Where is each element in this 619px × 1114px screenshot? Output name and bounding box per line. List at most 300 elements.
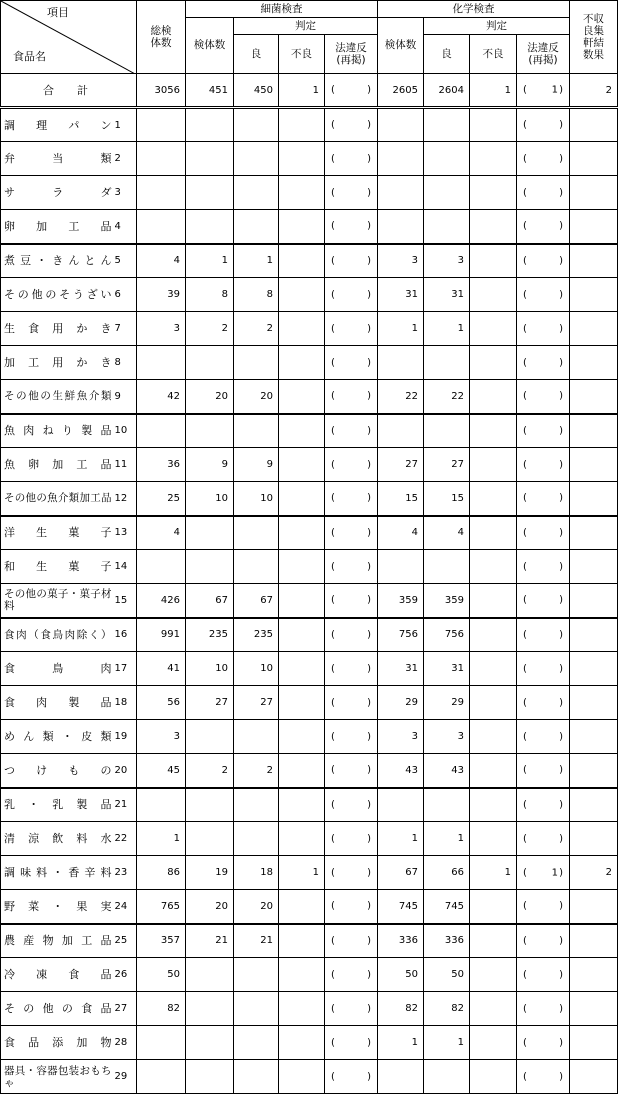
table-row [1,754,618,788]
value-cell-bb [279,924,325,958]
food-name: めん類・皮類 [4,730,112,743]
bacteria-violation-cell [325,992,378,1026]
value-cell-bg [234,414,279,448]
value-cell-u [570,210,618,244]
paren-open: ( [331,764,335,776]
paren-close: ) [559,900,563,912]
value-cell-u [570,992,618,1026]
food-name: その他の生鮮魚介類 [4,390,112,403]
row-number: 11 [113,448,137,482]
paren-open: ( [331,1003,335,1014]
value-cell-bg: 2 [234,312,279,346]
row-number: 26 [113,958,137,992]
value-cell-u [570,414,618,448]
total-total: 3056 [137,74,186,108]
paren-close: ) [559,731,563,742]
table-row [1,1060,618,1094]
chemical-violation-header [517,35,570,74]
value-cell-cg: 22 [424,380,470,414]
paren-open: ( [523,255,527,267]
corner-bottom-label: 食品名 [13,50,46,63]
paren-close: ) [559,1003,563,1014]
value-cell-cs [378,210,424,244]
chemical-violation-cell [517,244,570,278]
food-name: 農産物加工品 [4,934,112,948]
value-cell-bb [279,584,325,618]
value-cell-u [570,1060,618,1094]
value-cell-bg: 27 [234,686,279,720]
bacteria-violation-cell [325,550,378,584]
row-number: 6 [113,278,137,312]
value-cell-u [570,142,618,176]
chemical-violation-cell [517,822,570,856]
paren-open: ( [331,629,335,641]
value-cell-bg [234,822,279,856]
paren-open: ( [523,220,527,232]
value-cell-cs [378,550,424,584]
value-cell-u [570,754,618,788]
food-name: 乳・乳製品 [4,798,112,812]
value-cell-u [570,380,618,414]
value-cell-cg [424,414,470,448]
paren-close: ) [559,1071,563,1082]
paren-close: ) [367,255,371,267]
food-name-cell [1,312,113,346]
row-number: 12 [113,482,137,516]
total-samples-header [137,1,186,74]
value-cell-total [137,414,186,448]
total-c-bad: 1 [470,74,517,108]
value-cell-bs [186,992,234,1026]
violation-value: 1 [551,867,558,878]
row-number: 16 [113,618,137,652]
bacteria-violation-cell [325,1026,378,1060]
total-label: 合 計 [1,74,137,108]
value-cell-bg [234,346,279,380]
value-cell-total: 36 [137,448,186,482]
total-uncollected: 2 [570,74,618,108]
value-cell-cg: 745 [424,890,470,924]
food-name-cell [1,516,113,550]
chemical-good-header: 良 [424,35,470,74]
value-cell-u [570,652,618,686]
value-cell-bb [279,822,325,856]
paren-close: ) [559,492,563,504]
value-cell-u [570,550,618,584]
value-cell-cs: 1 [378,822,424,856]
table-row [1,992,618,1026]
value-cell-bg: 21 [234,924,279,958]
bacteria-group-header: 細菌検査 [186,1,378,18]
paren-close: ) [367,561,371,572]
table-row [1,924,618,958]
value-cell-cb [470,686,517,720]
bacteria-violation-cell [325,788,378,822]
value-cell-cb [470,924,517,958]
chemical-judgement-header: 判定 [424,18,570,35]
paren-open: ( [331,731,335,742]
table-row [1,108,618,142]
paren-open: ( [331,187,335,198]
paren-open: ( [331,357,335,368]
value-cell-cb [470,584,517,618]
food-name: 弁当類 [4,152,112,165]
value-cell-bs [186,958,234,992]
paren-close: ) [367,594,371,606]
chemical-violation-cell [517,618,570,652]
value-cell-bb [279,278,325,312]
table-row [1,652,618,686]
value-cell-bs: 19 [186,856,234,890]
value-cell-bb [279,482,325,516]
value-cell-u [570,278,618,312]
paren-open: ( [523,799,527,811]
paren-open: ( [523,84,527,96]
bacteria-violation-cell [325,108,378,142]
chemical-violation-line-1: 法違反 [527,42,559,54]
row-number: 22 [113,822,137,856]
bacteria-violation-header [325,35,378,74]
paren-open: ( [523,1071,527,1082]
value-cell-total: 56 [137,686,186,720]
row-number: 18 [113,686,137,720]
paren-close: ) [559,459,563,470]
paren-close: ) [559,935,563,947]
table-row [1,618,618,652]
food-name: 調味料・香辛料 [4,866,112,879]
row-number: 3 [113,176,137,210]
food-name-cell [1,720,113,754]
value-cell-cs: 336 [378,924,424,958]
value-cell-cb: 1 [470,856,517,890]
paren-open: ( [523,629,527,641]
value-cell-bb [279,686,325,720]
chemical-violation-cell [517,992,570,1026]
value-cell-u [570,448,618,482]
value-cell-u [570,346,618,380]
value-cell-bg: 10 [234,482,279,516]
paren-open: ( [523,833,527,844]
paren-open: ( [523,153,527,164]
paren-close: ) [559,187,563,198]
value-cell-bg: 20 [234,380,279,414]
paren-open: ( [523,935,527,947]
value-cell-cg: 1 [424,822,470,856]
food-name: 和生菓子 [4,560,112,573]
total-c-violation [517,74,570,108]
value-cell-bb [279,108,325,142]
value-cell-bb [279,618,325,652]
table-row [1,244,618,278]
bacteria-violation-cell [325,856,378,890]
value-cell-cg: 3 [424,244,470,278]
value-cell-cb [470,108,517,142]
chemical-violation-cell [517,686,570,720]
value-cell-bg: 2 [234,754,279,788]
bacteria-bad-header: 不良 [279,35,325,74]
value-cell-bs: 10 [186,482,234,516]
paren-close: ) [367,1037,371,1048]
value-cell-total: 82 [137,992,186,1026]
chemical-violation-cell [517,142,570,176]
food-name-cell [1,550,113,584]
value-cell-cb [470,1026,517,1060]
value-cell-cb [470,754,517,788]
value-cell-cs: 1 [378,1026,424,1060]
bacteria-violation-cell [325,448,378,482]
food-name: 清涼飲料水 [4,832,112,845]
paren-open: ( [523,323,527,334]
row-number: 23 [113,856,137,890]
row-number: 10 [113,414,137,448]
value-cell-bs: 8 [186,278,234,312]
value-cell-cs: 82 [378,992,424,1026]
value-cell-total [137,788,186,822]
row-number: 24 [113,890,137,924]
value-cell-total: 4 [137,516,186,550]
value-cell-cs: 67 [378,856,424,890]
value-cell-cb [470,652,517,686]
bacteria-violation-cell [325,142,378,176]
bacteria-violation-cell [325,890,378,924]
food-name-cell [1,414,113,448]
value-cell-bb [279,1026,325,1060]
table-row [1,1026,618,1060]
value-cell-total: 45 [137,754,186,788]
table-row [1,210,618,244]
chemical-violation-cell [517,856,570,890]
value-cell-cg: 1 [424,1026,470,1060]
chemical-violation-cell [517,754,570,788]
paren-open: ( [523,289,527,300]
value-cell-bb [279,448,325,482]
paren-close: ) [367,764,371,776]
paren-open: ( [331,153,335,164]
value-cell-bg: 20 [234,890,279,924]
food-name-cell [1,448,113,482]
paren-open: ( [523,731,527,742]
row-number: 19 [113,720,137,754]
paren-open: ( [331,459,335,470]
table-row [1,482,618,516]
bacteria-violation-line-2: (再掲) [336,54,366,66]
paren-close: ) [367,833,371,844]
value-cell-total [137,1060,186,1094]
food-name-cell [1,1060,113,1094]
food-name: 洋生菓子 [4,526,112,540]
value-cell-cb [470,346,517,380]
paren-open: ( [331,799,335,811]
food-name: 食鳥肉 [4,662,112,675]
paren-close: ) [367,663,371,674]
value-cell-bs [186,142,234,176]
food-name-cell [1,482,113,516]
chemical-violation-cell [517,108,570,142]
paren-close: ) [367,697,371,708]
value-cell-bg: 67 [234,584,279,618]
chemical-violation-cell [517,176,570,210]
bacteria-violation-cell [325,482,378,516]
value-cell-cg [424,346,470,380]
chemical-violation-cell [517,414,570,448]
value-cell-cs: 29 [378,686,424,720]
paren-open: ( [331,935,335,947]
value-cell-total: 357 [137,924,186,958]
value-cell-cb [470,380,517,414]
value-cell-bb [279,550,325,584]
chemical-violation-cell [517,448,570,482]
value-cell-total [137,1026,186,1060]
food-name-cell [1,618,113,652]
value-cell-cb [470,822,517,856]
value-cell-u [570,822,618,856]
paren-open: ( [523,119,527,131]
value-cell-cg: 27 [424,448,470,482]
chemical-violation-cell [517,720,570,754]
paren-open: ( [523,1037,527,1048]
value-cell-bb [279,516,325,550]
value-cell-bg [234,720,279,754]
value-cell-cb [470,176,517,210]
table-row [1,856,618,890]
row-number: 9 [113,380,137,414]
paren-open: ( [331,867,335,878]
value-cell-cb [470,788,517,822]
paren-close: ) [367,84,371,96]
bacteria-violation-cell [325,414,378,448]
value-cell-cs [378,108,424,142]
value-cell-total [137,550,186,584]
paren-close: ) [367,900,371,912]
food-name: 冷凍食品 [4,968,112,981]
food-name-cell [1,652,113,686]
table-row [1,380,618,414]
value-cell-bg: 8 [234,278,279,312]
total-samples-label: 総検体数 [150,25,172,49]
value-cell-bb [279,380,325,414]
paren-close: ) [367,1003,371,1014]
paren-open: ( [523,900,527,912]
paren-close: ) [559,594,563,606]
food-name-cell [1,788,113,822]
bacteria-violation-cell [325,312,378,346]
value-cell-u [570,618,618,652]
total-c-good: 2604 [424,74,470,108]
value-cell-bb [279,652,325,686]
paren-open: ( [331,663,335,674]
chemical-violation-cell [517,1060,570,1094]
value-cell-cs: 3 [378,720,424,754]
chemical-samples-header: 検体数 [378,18,424,74]
value-cell-bg [234,550,279,584]
food-name: その他の菓子・菓子材料 [4,588,112,613]
value-cell-cg [424,108,470,142]
value-cell-bb [279,312,325,346]
total-b-violation [325,74,378,108]
value-cell-u [570,108,618,142]
total-c-viol-value: 1 [551,84,558,96]
paren-open: ( [331,594,335,606]
chemical-violation-cell [517,482,570,516]
food-name-cell [1,856,113,890]
paren-open: ( [523,390,527,402]
table-row [1,414,618,448]
food-name-cell [1,142,113,176]
paren-close: ) [367,629,371,641]
value-cell-total [137,346,186,380]
row-number: 8 [113,346,137,380]
paren-open: ( [331,425,335,437]
table-row [1,584,618,618]
value-cell-bb [279,414,325,448]
value-cell-u [570,312,618,346]
bacteria-violation-cell [325,584,378,618]
paren-close: ) [559,969,563,980]
table-row [1,550,618,584]
value-cell-cs [378,414,424,448]
value-cell-bs: 235 [186,618,234,652]
value-cell-bb [279,890,325,924]
value-cell-cs: 4 [378,516,424,550]
value-cell-bg [234,958,279,992]
value-cell-bs [186,108,234,142]
food-name-cell [1,754,113,788]
paren-open: ( [523,663,527,674]
food-name: 野菜・果実 [4,899,112,913]
value-cell-bg [234,1026,279,1060]
food-name-cell [1,278,113,312]
food-name: その他の食品 [4,1002,112,1015]
table-row [1,686,618,720]
bacteria-violation-cell [325,686,378,720]
paren-close: ) [367,220,371,232]
paren-open: ( [523,187,527,198]
table-row [1,312,618,346]
paren-close: ) [559,323,563,334]
food-name-cell [1,584,113,618]
table-row [1,822,618,856]
chemical-bad-header: 不良 [470,35,517,74]
value-cell-bs [186,346,234,380]
paren-open: ( [523,764,527,776]
value-cell-cg: 359 [424,584,470,618]
paren-close: ) [559,289,563,300]
paren-close: ) [559,663,563,674]
paren-open: ( [331,255,335,267]
value-cell-cs [378,1060,424,1094]
table-row [1,720,618,754]
total-row [1,74,618,108]
value-cell-cg [424,142,470,176]
food-name: 器具・容器包装おもちゃ [4,1064,112,1089]
paren-close: ) [559,255,563,267]
value-cell-bg: 235 [234,618,279,652]
value-cell-bb [279,142,325,176]
paren-close: ) [367,527,371,539]
value-cell-total: 39 [137,278,186,312]
value-cell-cg: 756 [424,618,470,652]
value-cell-bb [279,244,325,278]
food-name-cell [1,346,113,380]
paren-open: ( [331,1071,335,1082]
total-b-bad: 1 [279,74,325,108]
value-cell-bb [279,958,325,992]
bacteria-violation-cell [325,958,378,992]
paren-close: ) [367,1071,371,1082]
paren-open: ( [523,492,527,504]
paren-close: ) [367,289,371,300]
value-cell-cb [470,244,517,278]
